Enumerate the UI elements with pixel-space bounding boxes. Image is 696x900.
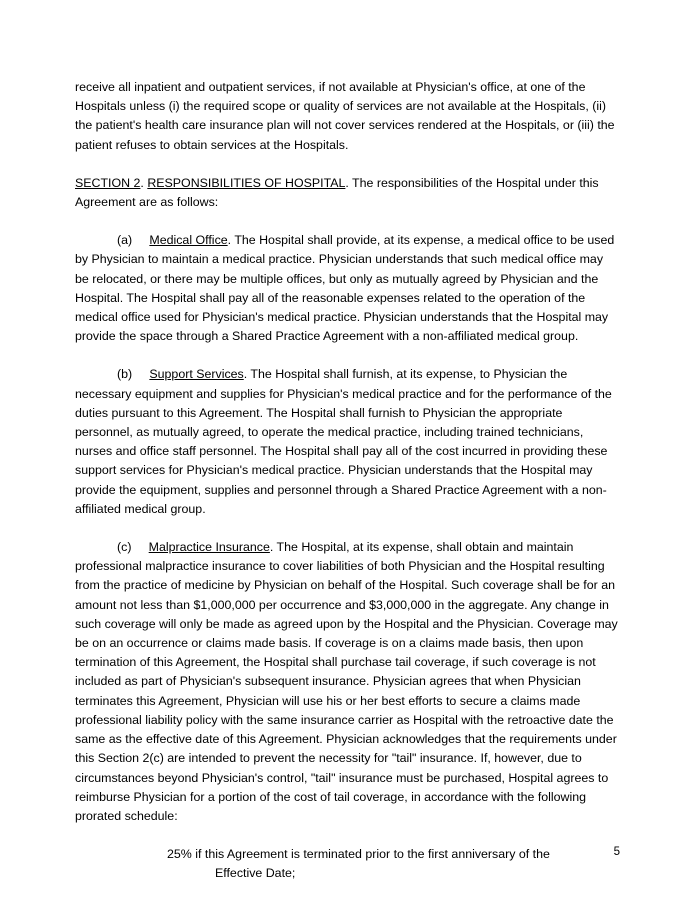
clause-term-medical-office: Medical Office: [149, 233, 228, 248]
prorated-schedule-list: [167, 845, 597, 883]
page-number: 5: [613, 846, 620, 858]
clause-label-c: (c): [117, 540, 132, 555]
paragraph-c-malpractice-insurance: [75, 538, 618, 826]
section-separator: .: [140, 175, 148, 190]
schedule-item-text: 25% if this Agreement is terminated prior to the first anniversary of the Effective Date;: [167, 847, 550, 881]
clause-term-malpractice-insurance: Malpractice Insurance: [148, 540, 270, 555]
clause-label-b: (b): [117, 367, 133, 382]
clause-text-a: . The Hospital shall provide, at its expense, a medical office to be used by Physician to maintain a medical practice. Physician understands that such medical office may be relocated, or there may be multiple offices, but only as mutually agreed by Physician and the Hospital. The Hospital shall pay all of the reasonable expenses related to the operation of the medical office used for Physician's medical practice. Physician understands that the Hospital may provide the space through a Shared Practice Agreement with a non-affiliated medical group.: [75, 233, 615, 344]
clause-text-b: . The Hospital shall furnish, at its expense, to Physician the necessary equipment and supplies for Physician's medical practice and for the performance of the duties pursuant to this Agreement. The Hospital shall furnish to Physician the appropriate personnel, as mutually agreed, to operate the medical practice, including trained technicians, nurses and office staff personnel. The Hospital shall pay all of the cost incurred in providing these support services for Physician's medical practice. Physician understands that the Hospital may provide the equipment, supplies and personnel through a Shared Practice Agreement with a non-affiliated medical group.: [75, 367, 612, 516]
clause-label-a: (a): [117, 233, 133, 248]
schedule-list-item: [167, 845, 597, 883]
section-number: SECTION 2: [75, 175, 141, 190]
paragraph-a-medical-office: [75, 231, 618, 346]
document-body: [75, 78, 618, 884]
clause-text-c: . The Hospital, at its expense, shall obtain and maintain professional malpractice insurance to cover liabilities of both Physician and the Hospital resulting from the practice of medicine by Physician on behalf of the Hospital. Such coverage shall be for an amount not less than $1,000,000 per occurrence and $3,000,000 in the aggregate. Any change in such coverage will only be made as agreed upon by the Hospital and the Physician. Coverage may be on an occurrence or claims made basis. If coverage is on a claims made basis, then upon termination of this Agreement, the Hospital shall purchase tail coverage, if such coverage is not included as part of Physician's subsequent insurance. Physician agrees that when Physician terminates this Agreement, Physician will use his or her best efforts to secure a claims made professional liability policy with the same insurance carrier as Hospital with the retroactive date the same as the effective date of this Agreement. Physician acknowledges that the requirements under this Section 2(c) are intended to prevent the necessity for "tail" insurance. If, however, due to circumstances beyond Physician's control, "tail" insurance must be purchased, Hospital agrees to reimburse Physician for a portion of the cost of tail coverage, in accordance with the following prorated schedule:: [75, 540, 618, 823]
clause-term-support-services: Support Services: [149, 367, 244, 382]
paragraph-b-support-services: [75, 365, 618, 519]
section-text: . The responsibilities of the Hospital under this Agreement are as follows:: [75, 175, 599, 210]
section-title: RESPONSIBILITIES OF HOSPITAL: [147, 175, 346, 190]
paragraph-section-2: [75, 174, 618, 212]
paragraph-continued: [75, 78, 618, 155]
paragraph-text: receive all inpatient and outpatient services, if not available at Physician's office, at one of the Hospitals unless (i) the required scope or quality of services are not available at the Hospitals, (ii) the patient's health care insurance plan will not cover services rendered at the Hospitals, or (iii) the patient refuses to obtain services at the Hospitals.: [75, 80, 615, 152]
